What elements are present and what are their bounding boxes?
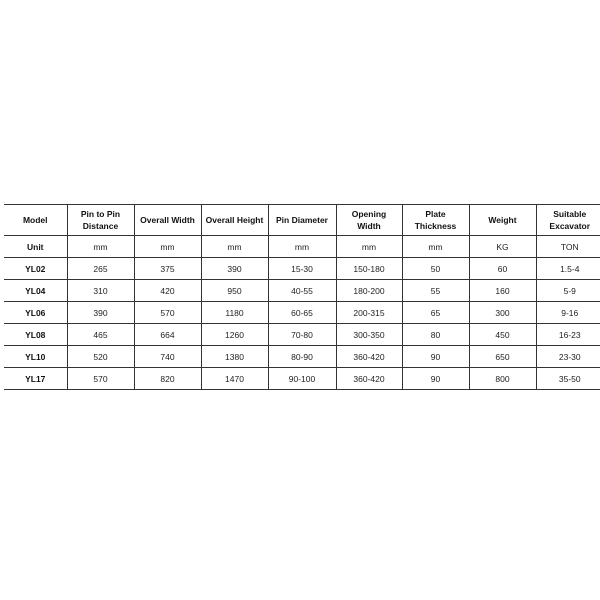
table-cell: 23-30	[536, 346, 600, 368]
table-cell: 265	[67, 258, 134, 280]
table-cell: 16-23	[536, 324, 600, 346]
table-cell: 570	[134, 302, 201, 324]
header-overall-width: Overall Width	[134, 205, 201, 236]
table-cell: 15-30	[268, 258, 336, 280]
table-row	[4, 368, 600, 390]
header-weight: Weight	[469, 205, 536, 236]
table-cell: 9-16	[536, 302, 600, 324]
header-plate-thickness: Plate Thickness	[402, 205, 469, 236]
table-cell: 65	[402, 302, 469, 324]
table-cell: mm	[336, 236, 402, 258]
table-cell: 390	[67, 302, 134, 324]
header-model: Model	[4, 205, 67, 236]
table-cell: 60-65	[268, 302, 336, 324]
table-cell: 740	[134, 346, 201, 368]
table-cell: 950	[201, 280, 268, 302]
table-cell: KG	[469, 236, 536, 258]
table-cell: 390	[201, 258, 268, 280]
table-cell: 80-90	[268, 346, 336, 368]
table-cell: 360-420	[336, 346, 402, 368]
table-cell: 1380	[201, 346, 268, 368]
header-overall-height: Overall Height	[201, 205, 268, 236]
table-cell: 40-55	[268, 280, 336, 302]
header-opening-width: Opening Width	[336, 205, 402, 236]
table-row	[4, 346, 600, 368]
table-header-row	[4, 205, 600, 236]
table-cell: 90-100	[268, 368, 336, 390]
table-cell: mm	[67, 236, 134, 258]
table-row-unit	[4, 236, 600, 258]
row-label: YL04	[4, 280, 67, 302]
table-cell: 450	[469, 324, 536, 346]
table-cell: mm	[201, 236, 268, 258]
table-row	[4, 258, 600, 280]
table-cell: 80	[402, 324, 469, 346]
table-cell: 300	[469, 302, 536, 324]
table-row	[4, 280, 600, 302]
table-cell: 50	[402, 258, 469, 280]
table-cell: 90	[402, 368, 469, 390]
row-label: YL06	[4, 302, 67, 324]
spec-table	[4, 204, 600, 390]
table-cell: 70-80	[268, 324, 336, 346]
table-cell: 1260	[201, 324, 268, 346]
table-cell: 300-350	[336, 324, 402, 346]
row-label: YL10	[4, 346, 67, 368]
table-cell: 200-315	[336, 302, 402, 324]
table-cell: 90	[402, 346, 469, 368]
table-cell: 520	[67, 346, 134, 368]
table-cell: 465	[67, 324, 134, 346]
table-cell: TON	[536, 236, 600, 258]
table-cell: 360-420	[336, 368, 402, 390]
table-cell: 650	[469, 346, 536, 368]
table-cell: 60	[469, 258, 536, 280]
table-cell: 820	[134, 368, 201, 390]
table-cell: 180-200	[336, 280, 402, 302]
table-cell: 55	[402, 280, 469, 302]
table-cell: 1470	[201, 368, 268, 390]
table-cell: 1.5-4	[536, 258, 600, 280]
table-cell: 570	[67, 368, 134, 390]
table-cell: 420	[134, 280, 201, 302]
row-label: Unit	[4, 236, 67, 258]
header-suitable-excavator: Suitable Excavator	[536, 205, 600, 236]
table-cell: 160	[469, 280, 536, 302]
row-label: YL17	[4, 368, 67, 390]
table-cell: 800	[469, 368, 536, 390]
table-cell: 150-180	[336, 258, 402, 280]
table-cell: 35-50	[536, 368, 600, 390]
table-row	[4, 302, 600, 324]
row-label: YL08	[4, 324, 67, 346]
table-cell: mm	[134, 236, 201, 258]
table-cell: mm	[402, 236, 469, 258]
table-cell: 5-9	[536, 280, 600, 302]
row-label: YL02	[4, 258, 67, 280]
header-pin-diameter: Pin Diameter	[268, 205, 336, 236]
table-row	[4, 324, 600, 346]
table-cell: 375	[134, 258, 201, 280]
table-cell: 1180	[201, 302, 268, 324]
table-cell: 664	[134, 324, 201, 346]
table-cell: 310	[67, 280, 134, 302]
table-cell: mm	[268, 236, 336, 258]
header-pin-to-pin-distance: Pin to Pin Distance	[67, 205, 134, 236]
